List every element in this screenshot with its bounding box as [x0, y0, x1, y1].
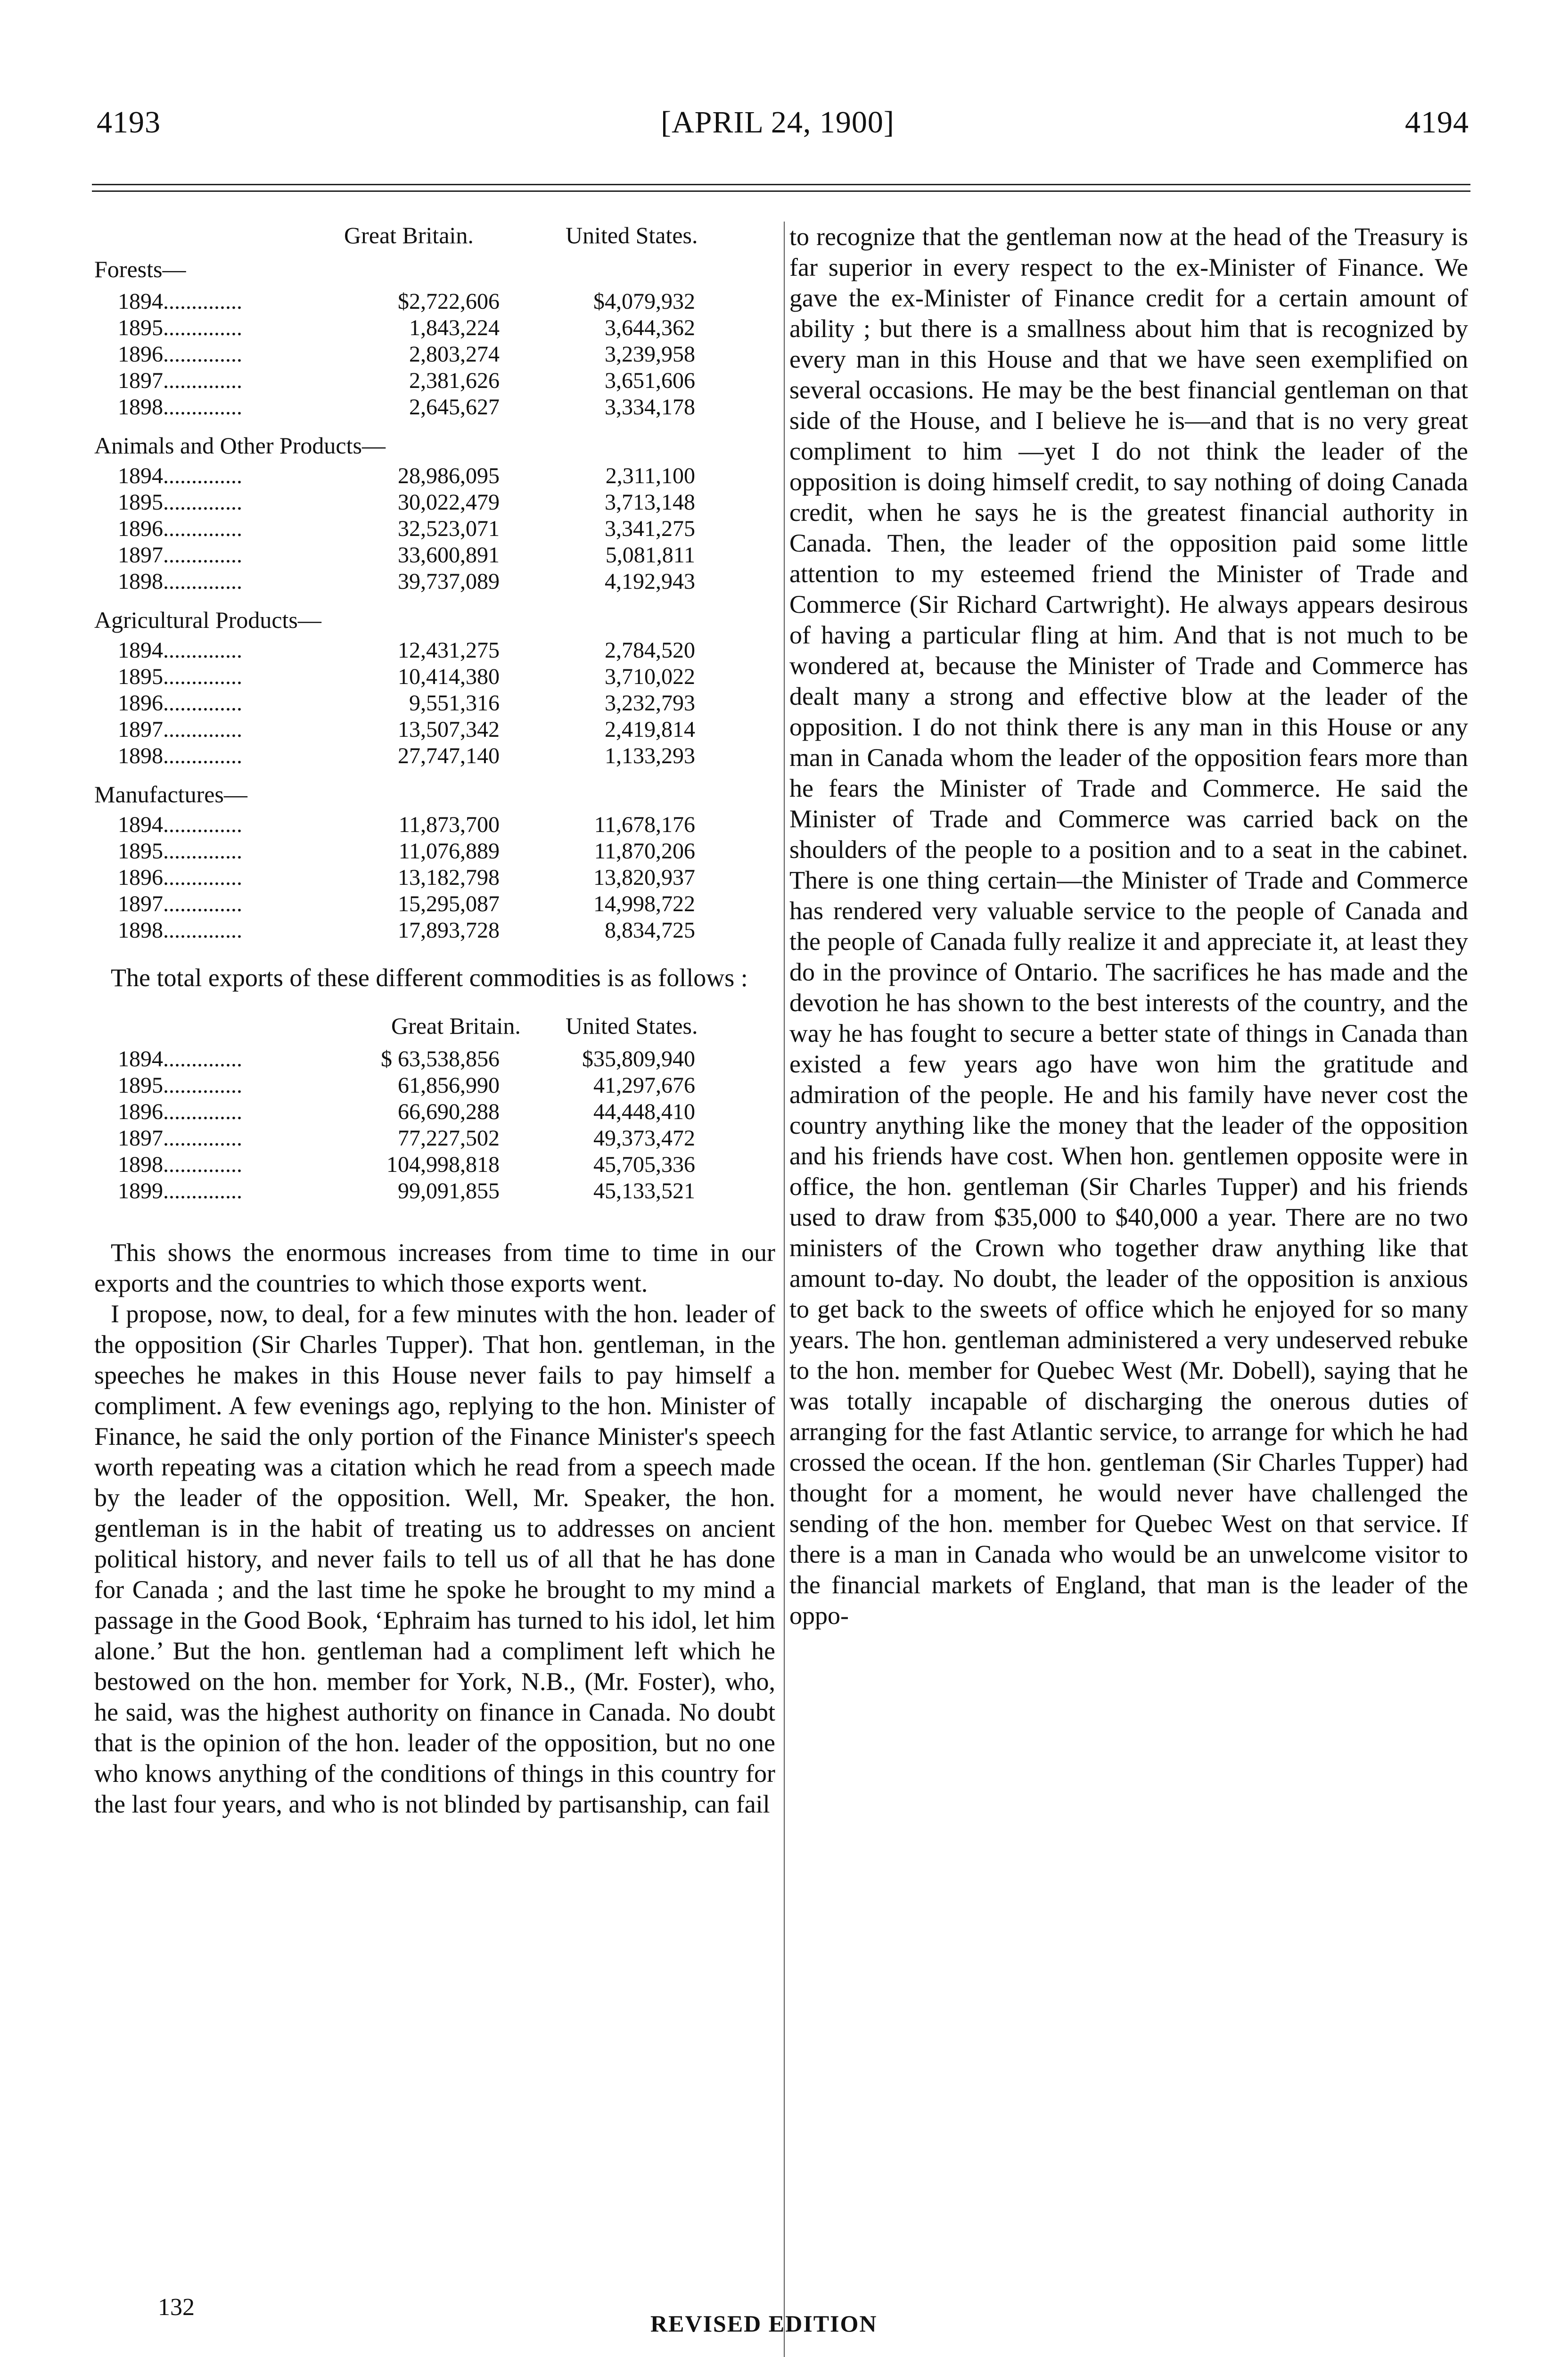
great-britain-value: 1,843,224 — [409, 315, 500, 340]
table-row — [94, 1125, 775, 1152]
table2-header — [94, 1012, 775, 1046]
united-states-value: 3,239,958 — [605, 342, 695, 367]
year-cell: 1895.............. — [118, 490, 242, 515]
sitting-date: [APRIL 24, 1900] — [661, 105, 895, 140]
united-states-value: 49,373,472 — [593, 1126, 695, 1151]
col-header-united-states: United States. — [566, 222, 698, 248]
year-cell: 1894.............. — [118, 812, 242, 837]
year-cell: 1897.............. — [118, 717, 242, 742]
united-states-value: 2,311,100 — [605, 463, 695, 488]
table-row — [94, 664, 775, 690]
united-states-value: $35,809,940 — [582, 1047, 695, 1071]
right-column — [789, 222, 1468, 1631]
united-states-value: 5,081,811 — [605, 543, 695, 568]
table-row — [94, 569, 775, 595]
table-row — [94, 743, 775, 769]
table-row — [94, 838, 775, 865]
united-states-value: $4,079,932 — [593, 289, 695, 314]
great-britain-value: 39,737,089 — [398, 569, 500, 594]
great-britain-value: 32,523,071 — [398, 516, 500, 541]
united-states-value: 45,133,521 — [593, 1178, 695, 1203]
col-header-great-britain: Great Britain. — [391, 1013, 521, 1039]
paragraph: I propose, now, to deal, for a few minutes with the hon. leader of the opposition (Sir Charles Tupper). That hon. gentleman, in the speeches he makes in this House never fails to pay himself a compliment. A few evenings ago, replying to the hon. Minister of Finance, he said the only portion of the Finance Minister's speech worth repeating was a citation which he read from a speech made by the leader of the opposition. Well, Mr. Speaker, the hon. gentleman is in the habit of treating us to addresses on ancient political history, and never fails to tell us of all that he has done for Canada ; and the last time he spoke he brought to my mind a passage in the Good Book, ‘Ephraim has turned to his idol, let him alone.’ But the hon. gentleman had a compliment left which he bestowed on the hon. member for York, N.B., (Mr. Foster), who, he said, was the highest authority on finance in Canada. No doubt that is the opinion of the hon. leader of the opposition, but no one who knows anything of the conditions of things in this country for the last four years, and who is not blinded by partisanship, can fail — [94, 1300, 775, 1818]
table-row — [94, 542, 775, 569]
table-row — [94, 368, 775, 394]
year-cell: 1895.............. — [118, 664, 242, 689]
table-row — [94, 489, 775, 516]
table-row — [94, 463, 775, 489]
great-britain-value: 27,747,140 — [398, 743, 500, 768]
united-states-value: 41,297,676 — [593, 1073, 695, 1098]
year-cell: 1896.............. — [118, 1099, 242, 1124]
united-states-value: 3,713,148 — [605, 490, 695, 515]
column-divider — [784, 222, 785, 2357]
total-exports-table — [94, 1012, 775, 1204]
section-label: Agricultural Products— — [94, 607, 321, 633]
col-header-united-states: United States. — [566, 1013, 698, 1039]
header-rule-top — [92, 184, 1470, 185]
table-row — [94, 1046, 775, 1072]
year-cell: 1896.............. — [118, 516, 242, 541]
great-britain-value: 104,998,818 — [386, 1152, 500, 1177]
great-britain-value: 61,856,990 — [398, 1073, 500, 1098]
year-cell: 1898.............. — [118, 569, 242, 594]
table-row — [94, 1099, 775, 1125]
united-states-value: 2,419,814 — [605, 717, 695, 742]
great-britain-value: 99,091,855 — [398, 1178, 500, 1203]
great-britain-value: 11,076,889 — [398, 839, 500, 864]
year-cell: 1895.............. — [118, 839, 242, 864]
year-cell: 1898.............. — [118, 918, 242, 943]
year-cell: 1898.............. — [118, 395, 242, 420]
united-states-value: 45,705,336 — [593, 1152, 695, 1177]
united-states-value: 11,678,176 — [594, 812, 695, 837]
great-britain-value: 13,507,342 — [398, 717, 500, 742]
united-states-value: 1,133,293 — [605, 743, 695, 768]
great-britain-value: 2,381,626 — [409, 368, 500, 393]
table-row — [94, 1072, 775, 1099]
year-cell: 1896.............. — [118, 865, 242, 890]
table-row — [94, 637, 775, 664]
table-row — [94, 717, 775, 743]
year-cell: 1896.............. — [118, 342, 242, 367]
great-britain-value: $ 63,538,856 — [381, 1047, 500, 1071]
year-cell: 1897.............. — [118, 368, 242, 393]
united-states-value: 3,651,606 — [605, 368, 695, 393]
table-row — [94, 917, 775, 944]
table-row — [94, 288, 775, 315]
great-britain-value: 15,295,087 — [398, 891, 500, 916]
table-row — [94, 516, 775, 542]
great-britain-value: 2,645,627 — [409, 395, 500, 420]
united-states-value: 44,448,410 — [593, 1099, 695, 1124]
year-cell: 1899.............. — [118, 1178, 242, 1203]
sheet-number: 132 — [158, 2294, 195, 2321]
table-header — [94, 222, 775, 255]
great-britain-value: 9,551,316 — [409, 691, 500, 716]
exports-by-category-table — [94, 222, 775, 944]
united-states-value: 2,784,520 — [605, 638, 695, 663]
united-states-value: 3,232,793 — [605, 691, 695, 716]
year-cell: 1898.............. — [118, 1152, 242, 1177]
great-britain-value: 30,022,479 — [398, 490, 500, 515]
year-cell: 1895.............. — [118, 315, 242, 340]
header-rule-bottom — [92, 190, 1470, 192]
united-states-value: 3,710,022 — [605, 664, 695, 689]
table-row — [94, 315, 775, 341]
great-britain-value: 33,600,891 — [398, 543, 500, 568]
great-britain-value: 2,803,274 — [409, 342, 500, 367]
paragraph: This shows the enormous increases from time to time in our exports and the countries to which those exports went. — [94, 1238, 775, 1297]
united-states-value: 11,870,206 — [594, 839, 695, 864]
right-page-number: 4194 — [1405, 105, 1469, 140]
table-row — [94, 690, 775, 717]
united-states-value: 13,820,937 — [593, 865, 695, 890]
great-britain-value: 10,414,380 — [398, 664, 500, 689]
year-cell: 1897.............. — [118, 1126, 242, 1151]
united-states-value: 4,192,943 — [605, 569, 695, 594]
table-sections — [94, 255, 775, 944]
great-britain-value: 28,986,095 — [398, 463, 500, 488]
great-britain-value: 13,182,798 — [398, 865, 500, 890]
table-row — [94, 394, 775, 420]
table-row — [94, 812, 775, 838]
col-header-great-britain: Great Britain. — [344, 222, 474, 248]
year-cell: 1897.............. — [118, 543, 242, 568]
table-row — [94, 1178, 775, 1204]
great-britain-value: 66,690,288 — [398, 1099, 500, 1124]
united-states-value: 3,341,275 — [605, 516, 695, 541]
united-states-value: 3,334,178 — [605, 395, 695, 420]
table-row — [94, 865, 775, 891]
section-label: Forests— — [94, 256, 186, 282]
great-britain-value: $2,722,606 — [398, 289, 500, 314]
year-cell: 1894.............. — [118, 1047, 242, 1071]
table-row — [94, 1152, 775, 1178]
year-cell: 1894.............. — [118, 463, 242, 488]
revised-edition-mark: REVISED EDITION — [650, 2310, 878, 2337]
great-britain-value: 12,431,275 — [398, 638, 500, 663]
year-cell: 1897.............. — [118, 891, 242, 916]
left-page-number: 4193 — [97, 105, 161, 140]
left-text-body — [94, 1237, 775, 1820]
united-states-value: 3,644,362 — [605, 315, 695, 340]
year-cell: 1894.............. — [118, 289, 242, 314]
year-cell: 1895.............. — [118, 1073, 242, 1098]
year-cell: 1898.............. — [118, 743, 242, 768]
total-exports-intro: The total exports of these different commodities is as follows : — [111, 964, 748, 992]
great-britain-value: 77,227,502 — [398, 1126, 500, 1151]
section-label: Manufactures— — [94, 781, 247, 808]
table2-rows — [94, 1046, 775, 1204]
table-row — [94, 891, 775, 917]
united-states-value: 14,998,722 — [593, 891, 695, 916]
year-cell: 1894.............. — [118, 638, 242, 663]
united-states-value: 8,834,725 — [605, 918, 695, 943]
great-britain-value: 17,893,728 — [398, 918, 500, 943]
right-text-body: to recognize that the gentleman now at the head of the Treasury is far superior in every respect to the ex-Minister of Finance. We gave the ex-Minister of Finance credit for a certain amount of ability ; but there is a smallness about him that is recognized by every man in this House and that we have seen exemplified on several occasions. He may be the best financial gentleman on that side of the House, and I believe he is—and that is no very great compliment to him —yet I do not think the leader of the opposition is doing himself credit, to say nothing of doing Canada credit, when he says he is the greatest financial authority in Canada. Then, the leader of the opposition paid some little attention to my esteemed friend the Minister of Trade and Commerce (Sir Richard Cartwright). He always appears desirous of having a particular fling at him. And that is not much to be wondered at, because the Minister of Trade and Commerce has dealt many a strong and effective blow at the leader of the opposition. I do not think there is any man in this House or any man in Canada whom the leader of the opposition fears more than he fears the Minister of Trade and Commerce. He said the Minister of Trade and Commerce was carried back on the shoulders of the people to a position and to a seat in the cabinet. There is one thing certain—the Minister of Trade and Commerce has rendered very valuable service to the people of Canada and the people of Canada fully realize it and appreciate it, at least they do in the province of Ontario. The sacrifices he has made and the devotion he has shown to the best interests of the country, and the way he has fought to secure a better state of things in Canada than existed a few years ago have won him the gratitude and admiration of the people. He and his family have never cost the country anything like the money that the leader of the opposition and his friends have cost. When hon. gentlemen opposite were in office, the hon. gentleman (Sir Charles Tupper) and his friends used to draw from $35,000 to $40,000 a year. There are no two ministers of the Crown who together draw anything like that amount to-day. No doubt, the leader of the opposition is anxious to get back to the sweets of office which he enjoyed for so many years. The hon. gentleman administered a very undeserved rebuke to the hon. member for Quebec West (Mr. Dobell), saying that he was totally incapable of discharging the onerous duties of arranging for the fast Atlantic service, to arrange for which he had crossed the ocean. If the hon. gentleman (Sir Charles Tupper) had thought for a moment, he would never have challenged the sending of the hon. member for Quebec West on that service. If there is a man in Canada who would be an unwelcome visitor to the financial markets of England, that man is the leader of the oppo- — [789, 223, 1468, 1630]
great-britain-value: 11,873,700 — [398, 812, 500, 837]
table-row — [94, 341, 775, 368]
section-label: Animals and Other Products— — [94, 432, 386, 459]
left-column — [94, 222, 775, 1820]
year-cell: 1896.............. — [118, 691, 242, 716]
